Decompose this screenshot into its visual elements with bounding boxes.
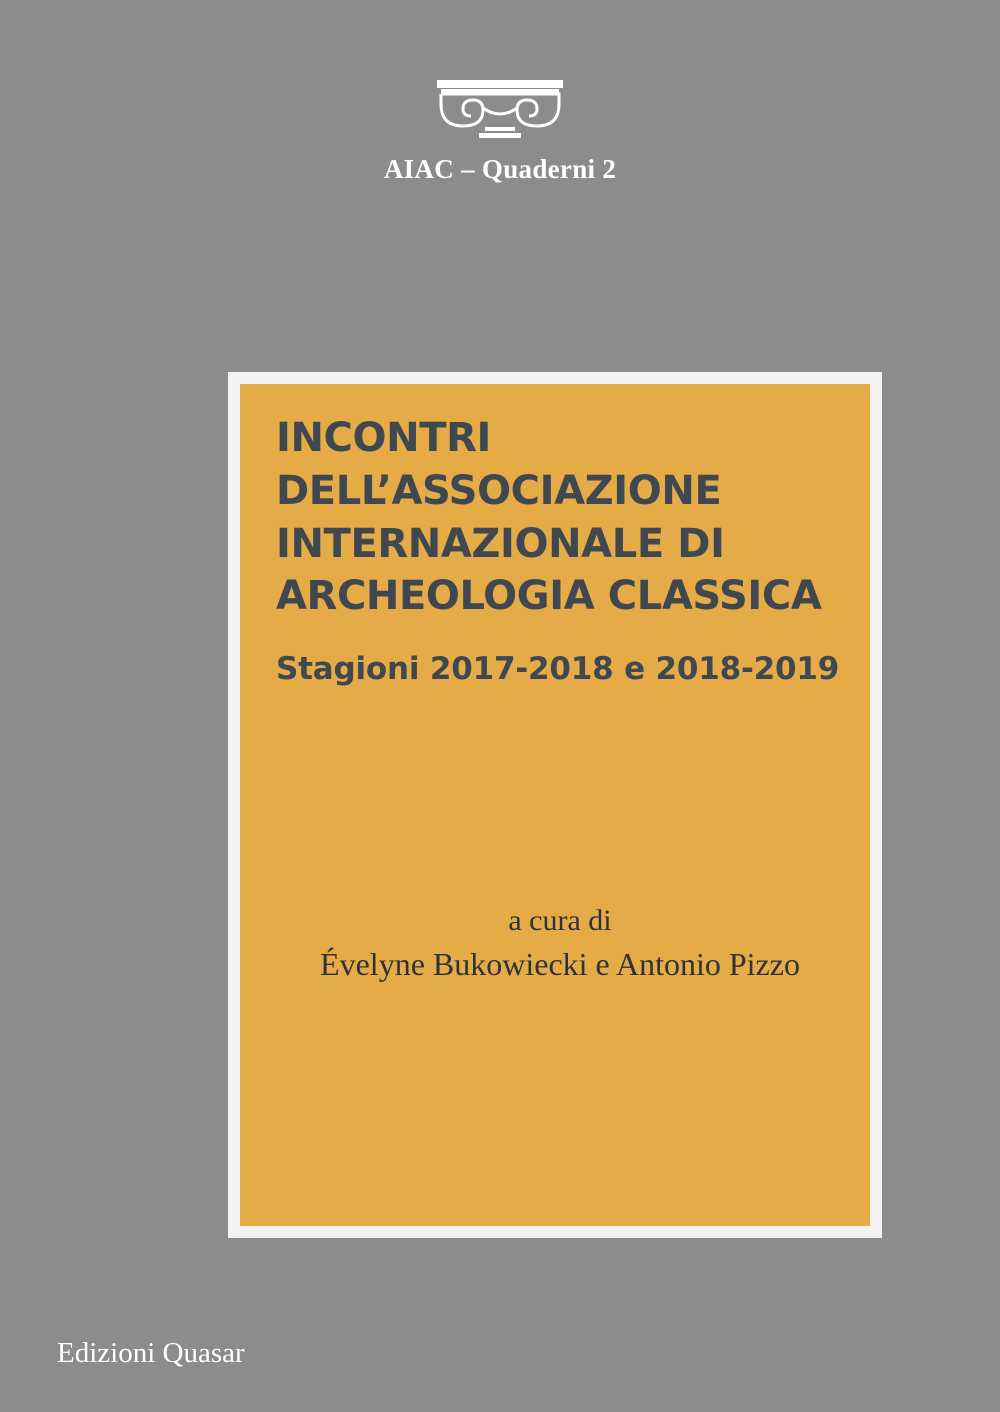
series-block — [0, 78, 1000, 185]
editors-area — [276, 904, 844, 983]
page-title — [276, 412, 844, 623]
title-area — [276, 412, 844, 687]
title-line-4: ARCHEOLOGIA CLASSICA — [276, 573, 822, 620]
editors-label: a cura di — [508, 904, 612, 937]
editors-names: Évelyne Bukowiecki e Antonio Pizzo — [320, 946, 800, 982]
title-line-1: INCONTRI — [276, 415, 491, 461]
title-line-2: DELL’ASSOCIAZIONE — [276, 467, 722, 514]
title-line-3: INTERNAZIONALE DI — [276, 520, 725, 567]
subtitle: Stagioni 2017-2018 e 2018-2019 — [276, 651, 840, 688]
cover-panel-border — [228, 372, 882, 1238]
ionic-capital-icon — [425, 78, 575, 140]
series-label: AIAC – Quaderni 2 — [383, 154, 617, 184]
cover-panel — [240, 384, 870, 1226]
publisher-name: Edizioni Quasar — [57, 1337, 245, 1369]
